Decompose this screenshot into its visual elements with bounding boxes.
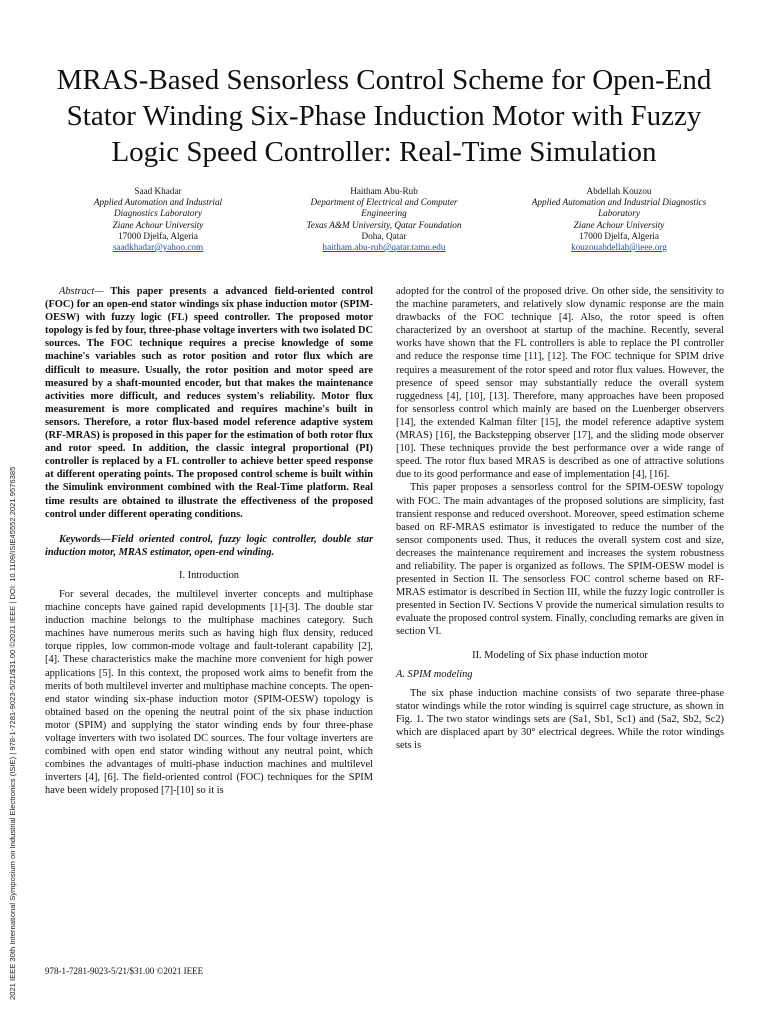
author-affiliation: Department of Electrical and Computer — [310, 197, 458, 208]
body-paragraph: This paper proposes a sensorless control for the SPIM-OESW topology with FOC. The main advantages of the proposed solutions are simplicity, fast transient response and reduced overshoot. Moreover, speed estimation scheme based on RF-MRAS estimator is investigated to reduce the number of the sensor components used. Thus, it reduces the overall system cost and size, decreases the maintenance requirement and increases the system robustness and reliability. The paper is organized as follows. The SPIM-OESW model is presented in Section II. The sensorless FOC control scheme based on RF-MRAS estimator is described in Section III, while the fuzzy logic controller is presented in Section IV. Sections V provide the numerical simulation results to evaluate the proposed control system. Finally, concluding remarks are given in section VI. — [396, 482, 724, 638]
section-heading-modeling: II. Modeling of Six phase induction motor — [472, 649, 648, 661]
author-city: 17000 Djelfa, Algeria — [118, 230, 198, 241]
author-block-3 — [494, 186, 744, 253]
abstract-lead: Abstract— — [59, 286, 104, 297]
author-email-link[interactable]: kouzouabdellah@ieee.org — [571, 242, 667, 253]
abstract — [45, 285, 373, 521]
paper-title: MRAS-Based Sensorless Control Scheme for Open-End Stator Winding Six-Phase Induction Motor with Fuzzy Logic Speed Controller: Real-Time Simulation — [56, 64, 712, 168]
section-heading-introduction: I. Introduction — [178, 569, 240, 581]
intro-paragraph: For several decades, the multilevel inverter concepts and multiphase machine concepts have gained rapid developments [1]-[3]. The double star induction machine belongs to the multiphase machines category. Such machines have numerous merits such as having high flux density, reduced torque ripples, low common-mode voltage and fault-tolerant capability [2], [4]. These characteristics make the machine more convenient for high power applications [5]. In this context, the proposed work aims to benefit from the merits of both multilevel inverter and multiphase machine concepts. The open-end stator winding six-phase induction motor (SPIM-OESW) topology is obtained based on the opening the neutral point of the six phase induction motor (SPIM) and supplying the stator winding ends by four three-phase voltage inverters with two isolated DC sources. The four voltage inverters are combined with open end stator winding without any neutral point, which combines the advantages of multi-phase induction machines and multilevel inverters [4], [6]. The field-oriented control (FOC) techniques for the SPIM have been widely proposed [7]-[10] so it is — [45, 588, 373, 797]
doi-sidebar: 2021 IEEE 30th International Symposium on Industrial Electronics (ISIE) | 978-1-7281-9023-5/21/$31.00 ©2021 IEEE | DOI: 10.1109/ISIE45552.2021.9576385 — [8, 466, 17, 1000]
author-city: 17000 Djelfa, Algeria — [579, 230, 659, 241]
subsection-heading: A. SPIM modeling — [396, 668, 473, 680]
author-city: Doha, Qatar — [361, 230, 407, 241]
right-column — [396, 285, 724, 752]
body-paragraph: The six phase induction machine consists of two separate three-phase stator windings while the rotor winding is squirrel cage structure, as shown in Fig. 1. The two stator windings sets are (Sa1, Sb1, Sc1) and (Sa2, Sb2, Sc2) which are displaced apart by 30° electrical degrees. While the rotor windings sets is — [396, 687, 724, 752]
author-affiliation: Ziane Achour University — [112, 219, 204, 230]
copyright-footer: 978-1-7281-9023-5/21/$31.00 ©2021 IEEE — [45, 966, 204, 976]
author-block-2 — [266, 186, 502, 253]
author-affiliation: Engineering — [361, 208, 407, 219]
author-email-link[interactable]: saadkhadar@yahoo.com — [112, 242, 204, 253]
author-name: Abdellah Kouzou — [586, 186, 652, 196]
author-affiliation: Laboratory — [598, 208, 640, 219]
keywords: Keywords—Field oriented control, fuzzy logic controller, double star induction motor, MRAS estimator, open-end winding. — [45, 533, 373, 558]
abstract-text: This paper presents a advanced field-oriented control (FOC) for an open-end stator windings six phase induction motor (SPIM-OESW) with fuzzy logic (FL) speed controller. The proposed motor topology is fed by four, three-phase voltage inverters with two isolated DC sources. The FOC technique requires a precise knowledge of some machine's variables such as rotor position and rotor flux which are difficult to measure. Usually, the rotor position and motor speed are measured by a shaft-mounted encoder, but that makes the maintenance activities more difficult, and reduces system's reliability. Motor flux measurement is more complicated and requires machine's built in sensors. Therefore, a rotor flux-based model reference adaptive system (RF-MRAS) is proposed in this paper for the estimation of both rotor flux and rotor speed. In addition, the classic integral proportional (PI) controller is replaced by a FL controller to achieve better speed response at different operating points. The proposed control scheme is built within the Simulink environment combined with the Real-Time platform. Real time results are obtained to illustrate the effectiveness of the proposed control under different operating conditions. — [45, 286, 373, 520]
author-name: Haitham Abu-Rub — [350, 186, 418, 196]
author-affiliation: Texas A&M University, Qatar Foundation — [306, 219, 462, 230]
author-email-link[interactable]: haitham.abu-rub@qatar.tamu.edu — [322, 242, 446, 253]
body-paragraph: adopted for the control of the proposed drive. On other side, the sensitivity to the machine parameters, and relatively slow dynamic response are the main drawbacks of the FOC technique [4]. Also, the rotor speed is often characterized by an overshoot at startup of the machine. Recently, several works have shown that the FL controllers is able to replace the PI controller and reduce the response time [11], [12]. The FOC technique for SPIM drive requires a measurement of the rotor speed and rotor flux values. However, the presence of speed sensor may substantially reduce the overall system ruggedness [4], [10], [13]. Therefore, many approaches have been proposed for sensorless control which mainly are based on the Luenberger observers [14], the extended Kalman filter [15], the model reference adaptive system (MRAS) [16], the Backstepping observer [17], and the sliding mode observer [10]. These techniques provide the best performance over a wide range of speed. The rotor flux based MRAS is described as one of attractive solutions due to its good performance and ease of implementation [4], [16]. — [396, 286, 724, 481]
author-affiliation: Diagnostics Laboratory — [113, 208, 203, 219]
left-column — [45, 285, 373, 797]
author-affiliation: Applied Automation and Industrial Diagnostics — [531, 197, 707, 208]
author-block-1 — [40, 186, 276, 253]
author-affiliation: Ziane Achour University — [573, 219, 665, 230]
author-name: Saad Khadar — [134, 186, 182, 196]
author-affiliation: Applied Automation and Industrial — [93, 197, 223, 208]
